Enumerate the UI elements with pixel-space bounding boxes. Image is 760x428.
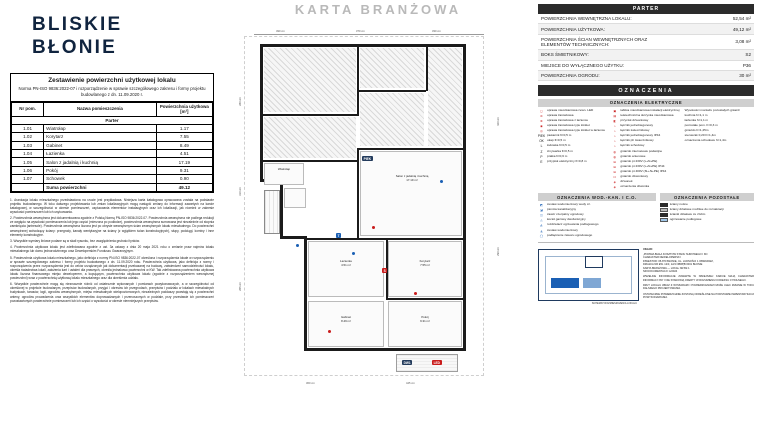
room-corridor-area: 7.55 m²	[420, 262, 430, 267]
legend-note-line	[685, 119, 754, 123]
wall-exterior-top	[260, 44, 466, 47]
table-row	[12, 124, 213, 132]
legend-item-label: tablica mieszkaniowa instalacji elektrycznej	[620, 107, 680, 112]
legend-note-label: kuchnia h=1,1 m	[684, 112, 708, 117]
legend-item-label: gniazdo antenowe	[620, 153, 646, 158]
lamp-icon: ⊘	[540, 113, 543, 118]
table-sum-row	[12, 183, 213, 191]
room-living-area: 17.19 m²	[406, 177, 418, 182]
center-column	[222, 0, 534, 428]
switch-single-icon: ⌁	[613, 124, 616, 129]
wall-internal-10	[359, 90, 426, 92]
address-line: KARTA BRANŻOWA — LOKAL NR B2.1	[642, 266, 690, 270]
room-bathroom-area: 4.51 m²	[341, 262, 351, 267]
wall-internal-4	[357, 148, 463, 150]
area-table-title: Zestawienie powierzchni użytkowej lokalu	[48, 77, 176, 84]
wall-internal-3	[357, 150, 359, 240]
wall-exterior-left-upper	[260, 44, 263, 179]
badge-dw1: DW1	[403, 360, 411, 365]
legend-item-label: zestaw wodomierzowy wody cz.	[547, 202, 591, 207]
cell-area: 4.51	[156, 150, 212, 158]
dim-left-2: 310 cm	[238, 187, 242, 196]
legend-title: OZNACZENIA	[538, 85, 754, 96]
footer-note: OSTATECZNE POWIERZCHNIE ZOSTANĄ OKREŚLONE NA PODSTAWIE INWENTARYZACJI POWYKONAWCZEJ.	[642, 292, 754, 300]
legend-note-label: pozostałe pom. h=0,3 m	[684, 122, 718, 127]
room-bathroom	[308, 241, 384, 297]
swatch-partition-wall	[660, 208, 668, 212]
legend-item	[611, 185, 680, 189]
switch-ph-icon: ⌁	[613, 139, 616, 144]
water-set-icon: ◮	[540, 228, 543, 233]
wall-exterior-right	[463, 44, 466, 351]
legend-note-line	[685, 139, 754, 143]
legend-item-label: kocioł gazowy dwufunkcyjny	[547, 217, 586, 222]
legend-item-label: rozdzielacz ogrzewania podłogowego	[547, 222, 599, 227]
legend-item-label: łącznik świecznikowy	[620, 128, 650, 133]
table-row	[12, 141, 213, 149]
summary-value: 3,08 m²	[681, 34, 754, 49]
marker-electric-2	[414, 292, 417, 295]
cell-name: Salon z jadalnią i kuchnią	[44, 158, 157, 166]
cell-name: Schowek	[44, 175, 157, 183]
water-meter-icon: ◩	[539, 203, 543, 208]
legend-item	[538, 223, 656, 227]
table-header-row	[12, 102, 213, 116]
cell-area: 8.49	[156, 141, 212, 149]
cell-no: 1.03	[12, 141, 44, 149]
legend-item-label: zawór czerpalny ogrodowy	[547, 212, 584, 217]
marker-water-1	[352, 252, 355, 255]
legal-note: 2. Powierzchnia wewnętrzna jest dokumentowana zgodnie z Polską Normą PN-ISO 9836:2022-07. Powierzchnia wewnętrzna nie podlega redukcji ze względu na wysokość pomieszczenia lub jego części (mierzona po podłodze), powierzchnia wewnętrzna sumowana jest niezależnie od stopnia zamknięcia (antresole). Powierzchnia wewnętrzna liczona jest po obrysie wewnętrznym ścian zewnętrznych lokalu mieszkalnego. Do powierzchni wewnętrznej wchodzący ściany: przegrody, kanały wentylacyjne na ściany (z wyjątkiem ścian konstrukcyjnych), słupy, podciągi, kominy i inne elementy konstrukcyjne.	[10, 216, 214, 237]
legend-other-column	[660, 193, 754, 238]
socket-400v-icon: ⊞	[613, 169, 617, 174]
brand-line-1-text: BLISKIE	[32, 14, 123, 35]
room-bathroom-label	[312, 260, 380, 267]
summary-label: POWIERZCHNIA ŚCIAN WEWNĘTRZNYCH ORAZ ELEMENTÓW TECHNICZNYCH:	[538, 34, 681, 49]
marker-water-2	[440, 180, 443, 183]
room-vestibule-label	[264, 168, 304, 172]
hood-icon: OK	[539, 139, 544, 144]
stairs	[264, 190, 280, 234]
lamp-outdoor-icon: ◻	[540, 108, 543, 113]
legend-item-label: oznaczenia dzwonka	[620, 184, 650, 189]
legend-item-label: ścianki działowe ze zGbm	[669, 212, 706, 217]
legend-item-label: gniazdo pt 230V (L+N+PE)	[620, 158, 658, 163]
legend-item	[538, 229, 656, 233]
legend-item-label: oprawa żarówkowa z lazience	[547, 118, 589, 122]
cell-no: 1.07	[12, 175, 44, 183]
summary-table	[538, 14, 754, 81]
cell-name: Korytarz	[44, 133, 157, 141]
legend-wod-column	[538, 193, 656, 238]
room-living	[360, 151, 462, 236]
summary-value: 52,54 m²	[681, 14, 754, 24]
oven-icon: PIEK	[537, 134, 546, 139]
floor-plan	[236, 30, 521, 398]
cell-no: 1.05	[12, 158, 44, 166]
zone-upper-left-hatch	[264, 48, 356, 112]
legend-item-label: ściany działowe możliwe do roznakracji	[669, 207, 724, 212]
area-table-block	[10, 73, 214, 193]
legend-bottom-columns	[538, 193, 754, 238]
table-section-label: Parter	[12, 116, 213, 124]
cell-no: 1.01	[12, 124, 44, 132]
site-mini-plan	[538, 249, 639, 301]
legend-item	[611, 150, 680, 154]
footer-note: RZUT LOKALU WRAZ Z WYMIARAMI I POWIERZCHNIAMI MOŻE ULEC ZMIANIE W TOKU DALSZEGO PROJEKTOWANIA.	[642, 283, 754, 291]
garden-valve-connection-icon: ◯	[539, 233, 544, 238]
cell-name: Łazienka	[44, 150, 157, 158]
wall-exterior-left-mid	[280, 179, 283, 239]
summary-row	[538, 34, 754, 49]
badge-piek: PIEK	[363, 156, 372, 161]
summary-label: POWIERZCHNIA WEWNĘTRZNA LOKALU:	[538, 14, 681, 24]
summary-label: POWIERZCHNIA OGRODU:	[538, 70, 681, 80]
brand-logo	[32, 14, 214, 59]
legend-note-label: gniazdo h=1,25m	[684, 127, 709, 132]
address-line: „PODWIA BIAŁA KOSZTOW STANU SUROWEGO I KN	[642, 253, 708, 257]
legend-electric-columns	[538, 109, 754, 191]
summary-value: S2	[681, 50, 754, 60]
legend-item-label: przypisk elektryczny fi=0,8 m	[547, 158, 587, 163]
socket-internet-icon: ◍	[613, 149, 617, 154]
legend-electric-title: OZNACZENIA ELEKTRYCZNE	[538, 99, 754, 107]
summary-label: MIEJSCE DO WYŁĄCZNEGO UŻYTKU:	[538, 60, 681, 70]
address-line: INWESTOR: 05-870 BŁONIE, UL. LUDNOŚCI 1 OBWARAM,	[642, 259, 714, 263]
zone-mid-hatch	[360, 93, 424, 146]
footer-text-block	[643, 246, 754, 305]
table-row	[12, 133, 213, 141]
summary-row	[538, 24, 754, 34]
summary-label: BOKS ŚMIETNIKOWY:	[538, 50, 681, 60]
summary-value: 49,12 m²	[681, 24, 754, 34]
legend-item-label: łącznik schodowy	[620, 143, 645, 148]
legend-wod-title: OZNACZENIA WOD.-KAN. I C.O.	[538, 193, 656, 201]
mini-plan-unit-2	[583, 278, 601, 288]
footer-block	[538, 246, 754, 305]
area-table-norm: Norma PN-ISO 9836:2022-07 i rozporządzenie w sprawie szczegółowego zakresu i formy projektu budowlanego z dn. 11.09.2020 r.	[11, 86, 213, 102]
room-office-area: 8.49 m²	[341, 318, 351, 323]
electric-point-icon: E	[540, 159, 543, 164]
room-corridor	[388, 241, 462, 297]
zone-upper-mid-hatch	[360, 48, 424, 88]
switch-stair-icon: ⌁	[613, 144, 616, 149]
legend-item-label: teletechniczna skrzynka mieszkaniowa	[620, 112, 674, 117]
dim-top-2: 370 cm	[356, 30, 365, 33]
room-bedroom	[388, 301, 462, 347]
room-bedroom-name: Pokój	[421, 315, 429, 319]
cell-name: Gabinet	[44, 141, 157, 149]
switchboard-icon: ▣	[613, 108, 617, 113]
socket-antenna-icon: ◍	[613, 154, 617, 159]
dim-left-1: 280 cm	[238, 97, 242, 106]
badge-s: S	[383, 268, 386, 273]
legend-other-title: OZNACZENIA POZOSTAŁE	[660, 193, 754, 201]
room-vestibule-name: Wiatrołap	[277, 167, 291, 171]
cell-area: 1.17	[156, 124, 212, 132]
lamp-bathroom-icon: ⊗	[540, 119, 543, 123]
cell-area: 7.55	[156, 133, 212, 141]
mini-plan-caption: SCHEMAT ROZMIESZCZENIA LOKALU	[591, 301, 637, 305]
legend-note-line	[685, 124, 754, 128]
address-lines	[643, 253, 754, 273]
legend-item-label: oprawa żarówkowa	[547, 112, 574, 117]
swatch-underfloor-heating	[660, 218, 668, 222]
legend-note-label: sterownik 0,20 h=1,4m	[684, 132, 716, 137]
legal-note: 1. Aranżacja lokalu mieszkalnego przedstawiona na rzucie jest przykładowa. Niniejsza karta katalogowa opracowana została na podstawie projektu budowlanego. W toku dalszego projektowania lub zmian lokalizacyjnych mogą nastąpić zmiany do informacji zawartych na karcie katalogowej, w szczególności w okresie pomieszczeń, usytuowania elementów instalacyjnych oraz ich lokalizacji, jak również w zakresie wysokości pomieszczeń lub ich usytuowania.	[10, 197, 214, 214]
summary-header: PARTER	[538, 4, 754, 14]
cell-area: 9.31	[156, 166, 212, 174]
dim-bottom-2: 445 cm	[406, 382, 415, 385]
right-column	[534, 0, 760, 428]
zone-left-hatch	[264, 117, 356, 158]
cell-area: 17.19	[156, 158, 212, 166]
address-line: CHARAKTER DEWELOPERSKI	[642, 256, 681, 260]
sum-label: Suma powierzchni	[44, 183, 157, 191]
summary-value: 30 m²	[681, 70, 754, 80]
legend-note-label: oznaczenia schodowe h=1,4m	[684, 137, 727, 142]
legend-electric-col-3	[685, 109, 754, 191]
garden-tap-icon: ◫	[539, 213, 543, 218]
wall-internal-8	[263, 160, 358, 162]
room-office-label	[312, 316, 380, 323]
legend-item-label: zestaw wodomierzowy	[547, 227, 578, 232]
address-title: UKŁAD:	[642, 247, 653, 251]
dim-left-3: 265 cm	[238, 282, 242, 291]
legend-item-label: lodówka fi=0,5 m	[547, 143, 571, 148]
dim-bottom-1: 360 cm	[306, 382, 315, 385]
switch-ip44-icon: ⌁	[613, 134, 616, 139]
table-row	[12, 166, 213, 174]
room-storage	[284, 188, 306, 208]
footer-note: WSZELKIE INFORMACJE ZAWARTE W NINIEJSZEJ KARCIE MAJĄ CHARAKTER INFORMACYJNY I NIE STANOWIĄ OFERTY W ROZUMIENIU KODEKSU CYWILNEGO.	[642, 275, 754, 282]
table-section-row	[12, 116, 213, 124]
legend-note-line	[685, 129, 754, 133]
room-office-name: Gabinet	[340, 315, 352, 319]
socket-230v-icon: ⊞	[613, 159, 617, 164]
bell-icon: ◈	[613, 180, 617, 185]
cell-name: Pokój	[44, 166, 157, 174]
brand-line-2: BŁONIE	[32, 37, 117, 58]
brand-line-1	[32, 14, 214, 36]
marker-water-3	[296, 244, 299, 247]
legend-item-label: okap fi=0,5 m	[547, 138, 566, 143]
legend-item-label: łącznik ph świecznikowy	[620, 138, 654, 143]
wall-exterior-step-2	[280, 236, 306, 239]
room-bedroom-area: 9.31 m²	[420, 318, 430, 323]
left-column	[0, 0, 222, 428]
mini-plan-house	[585, 256, 603, 268]
address-line: NR DOKUMENTACJI: A/2024	[642, 269, 678, 273]
room-bathroom-name: Łazienka	[340, 259, 352, 263]
legend-item	[538, 234, 656, 238]
legend-electric-col-1	[538, 109, 607, 191]
cell-no: 1.04	[12, 150, 44, 158]
cell-area: 0.90	[156, 175, 212, 183]
summary-row	[538, 50, 754, 60]
col-header-name: Nazwa pomieszczenia	[44, 102, 157, 116]
legend-item	[660, 218, 754, 222]
dim-right-2: 290 cm	[496, 247, 500, 256]
wall-internal-2	[357, 47, 359, 116]
legend-note-line	[685, 134, 754, 138]
legal-note: 6. Wszystkie powierzchnie mogą się nieznacznie różnić od ostatecznie wykonanych i pomiarach powykonawczych, a w szczególności od określonej w projekcie budowlanym, przepisów budowlanych, przyjęć i okresów ich przegrodach, przepisów i podziału w lokalach mieszkalnych budynkach, tarasów, logii, ogrodów wewnętrznych, miejsc mieszkalnych wielopoziomowych, niezależnych poddaszy powstają się z powierzchni anteny, ogrodów prowadzenia oraz wszystkich elementów doprowadzanych i przenoszonych w podziale, przy przestawie ich pomieszczeń pozostawionych powierzchnie pomieszczeń lub ich części o wysokości w okresie niemniejszych przepisów.	[10, 282, 214, 303]
summary-value: P36	[681, 60, 754, 70]
socket-230v-ip44-icon: ⊞	[613, 164, 617, 169]
legal-note: 5. Powierzchnia użytkowa lokalu mieszkalnego, jako definicja z normy PN-ISO 9836:2022-07 określona i rozporządzenia lokale w rozporządzeniu w sprawie szczegółowego zakresu i formy projektu budowlanego z dn. 11.09.2020 roku. Powierzchnia użytkowa, jako definicja z normy i rozporządzenia przez rozporządzenia jest do celów urządzonych jak dokumentacji przekazanej na budowę, zatwierdzeń samodzielności lokalu, określa świadectwa lokali, założenia kart i ustaleń dla prawnych, określa jednakowo powierzchni w KW. Tak zdefiniowana powierzchnia użytkowa lokalu liczona finansowego miejsc deweloperem, a kupującym, powierzchnia użytkowa lokalu (zgodnie z rozporządzeniem wewnętrznej powierzchni) wraz z powierzchnią użytkową lokalu mieszkalnego oraz dla określenia udziału.	[10, 255, 214, 280]
legend-note-label: Wysokości montażu pozostałych gniazd:	[684, 107, 741, 112]
area-table	[11, 102, 213, 192]
cell-name: Wiatrołap	[44, 124, 157, 132]
summary-row	[538, 60, 754, 70]
legal-note: 4. Powierzchnia użytkowa lokalu jest zdefiniowana zgodnie z ust. 3a ustawy z dnia 20 maja 2021 roku o zmianie praw najmów lokalu mieszkalnego lub domu jednorodzinnego oraz Deweloperskim Funduszu Gwarancyjnym.	[10, 245, 214, 254]
site-mini-plan-block	[538, 246, 639, 305]
room-office	[308, 301, 384, 347]
legend-item-label: przycisk dzwonkowy	[620, 118, 649, 122]
address-line: DZIAŁKA NR EW. 12/3, 12/4 OBRĘB 0001 BŁONIE	[642, 263, 703, 267]
legend-item-label: gniazdo pt 230V (L+N+PE) IP44	[620, 163, 665, 168]
col-header-no: Nr pom.	[12, 102, 44, 116]
summary-label: POWIERZCHNIA UŻYTKOWA:	[538, 24, 681, 34]
legend-item	[538, 160, 607, 164]
table-row	[12, 150, 213, 158]
fridge-icon: L	[540, 144, 543, 149]
telecom-box-icon: ▤	[613, 113, 617, 118]
marker-electric-3	[328, 330, 331, 333]
room-corridor-name: Korytarz	[419, 259, 431, 263]
room-bedroom-label	[392, 316, 458, 323]
summary-row	[538, 70, 754, 80]
legend-item-label: oprawa mieszkaniowa zewn. LED	[547, 107, 594, 112]
manifold-icon: ◭	[540, 223, 543, 228]
sum-value: 49.12	[156, 183, 212, 191]
legend-item-label: podłączenie zaworu ogrodowego	[547, 232, 593, 237]
summary-row	[538, 14, 754, 24]
legend-item-label: piekarnik fi=0,5 m	[547, 133, 572, 138]
legend-item-label: oprawa żarówkowa typu kinkiet	[547, 123, 590, 128]
bell-mark-icon: ◈	[613, 185, 617, 190]
legal-note: 3. Wszystkie wymiary liniowe podane są w skali rysunku, bez uwzględnienia grubości tynków.	[10, 238, 140, 243]
badge-t: T	[337, 233, 340, 238]
swatch-gypsum-wall	[660, 213, 668, 217]
washer-icon: P	[540, 154, 543, 159]
legend-item-label: dzwonek	[620, 179, 633, 184]
switch-candle-icon: ⌁	[613, 129, 616, 134]
cell-no: 1.02	[12, 133, 44, 141]
wall-internal-7	[386, 298, 464, 300]
gas-boiler-icon: ◬	[540, 218, 543, 223]
legend-item-label: ściany nośne	[669, 202, 688, 207]
col-header-area: Powierzchnia użytkowa [m²]	[156, 102, 212, 116]
cell-no: 1.06	[12, 166, 44, 174]
legend-electric-col-2	[611, 109, 680, 191]
wall-lamp-bathroom-icon: ◎	[540, 129, 543, 134]
legend-note-label: łazienka h=1,1 m	[684, 117, 709, 122]
room-corridor-label	[392, 260, 458, 267]
swatch-bearing-wall	[660, 203, 668, 207]
legend-item-label: pionów kanalizacyjny	[547, 207, 577, 212]
mini-plan-unit-highlight	[551, 278, 579, 288]
page-title: KARTA BRANŻOWA	[294, 2, 462, 17]
dim-line-top	[254, 34, 484, 35]
wall-exterior-bottom	[304, 348, 466, 351]
badge-led: LED	[433, 360, 440, 365]
table-row	[12, 158, 213, 166]
legend-item-label: gniazdo pt 400V (3L+N+PE) IP44	[620, 168, 667, 173]
legend-item-label: gniazdo dzwonkowy	[620, 174, 649, 179]
dim-top-3: 330 cm	[432, 30, 441, 33]
legal-notes	[10, 198, 214, 303]
legend-item	[538, 144, 607, 148]
room-living-name: Salon z jadalnią i kuchnią	[395, 174, 429, 178]
zone-upper-right-hatch	[428, 48, 462, 146]
dishwasher-icon: Z	[540, 149, 543, 154]
legend-item-label: oprawa żarówkowa typu kinkiet w łazience	[547, 128, 606, 133]
legend-item-label: zmywarka fi=0,5 m	[547, 148, 573, 153]
legend-item-label: pralka fi=0,6 m	[547, 153, 568, 158]
divider	[538, 242, 754, 243]
wall-exterior-left-lower	[304, 236, 307, 351]
legend-item-label: łącznik jednobiegunowy IP44	[620, 133, 661, 138]
legend-item-label: ogrzewanie podłogowe	[669, 217, 702, 222]
legend-item-label: łącznik jednobiegunowy	[620, 123, 654, 128]
legend-item	[538, 150, 607, 154]
legend-item-label: gniazdo internetowe podwójne	[620, 148, 663, 153]
doorbell-button-icon: ◧	[613, 119, 617, 123]
wall-internal-1	[263, 114, 359, 116]
dim-top-1: 490 cm	[276, 30, 285, 33]
wall-lamp-icon: ◉	[540, 124, 543, 129]
dim-right-1: 420 cm	[496, 117, 500, 126]
marker-electric-1	[372, 226, 375, 229]
table-row	[12, 175, 213, 183]
legend-item	[611, 144, 680, 148]
socket-bell-icon: ⊡	[613, 175, 617, 180]
sewer-riser-icon: ◪	[539, 208, 543, 213]
